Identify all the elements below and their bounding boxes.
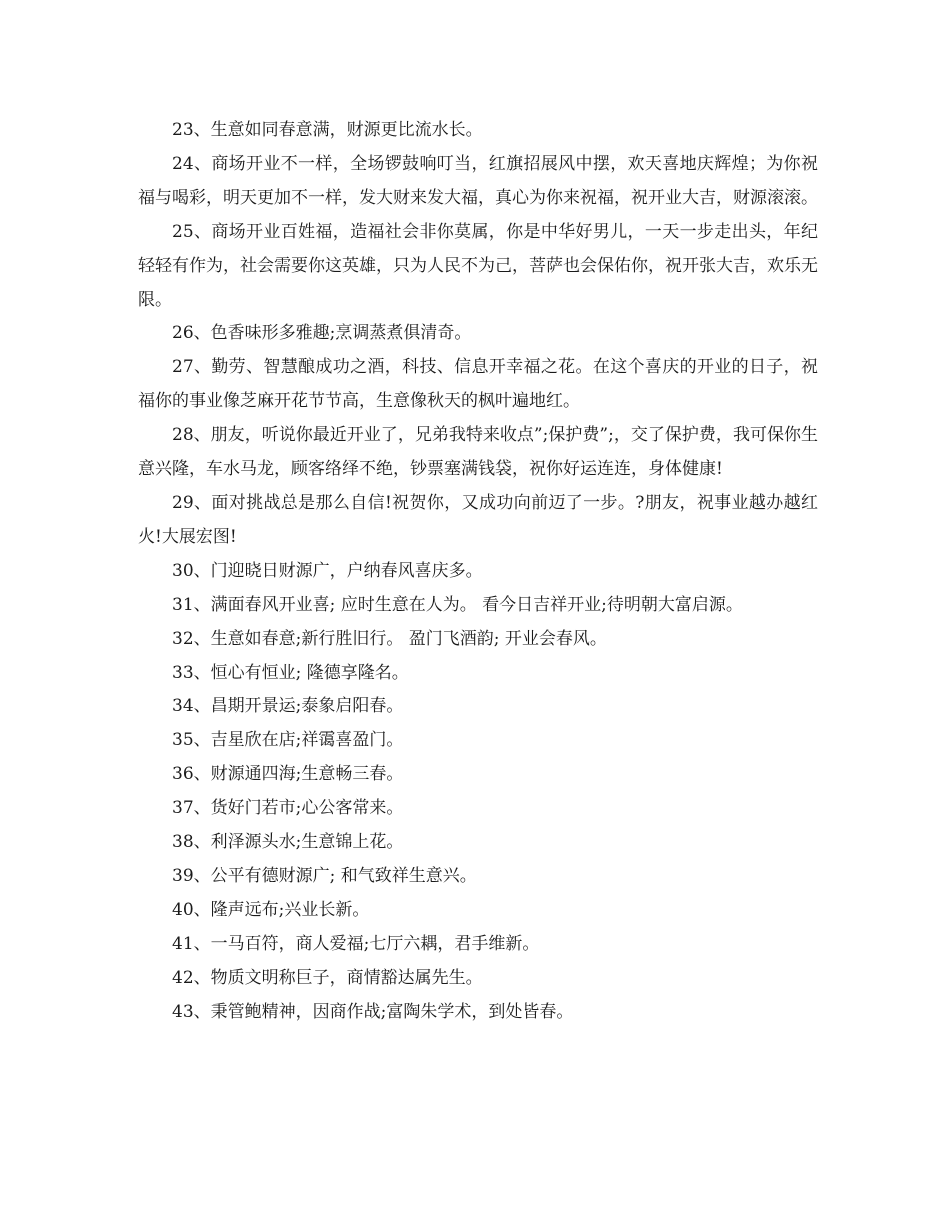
paragraph-35: 35、吉星欣在店;祥霭喜盈门。 [172, 730, 404, 751]
paragraph-40: 40、隆声远布;兴业长新。 [172, 899, 370, 920]
paragraph-36: 36、财源通四海;生意畅三春。 [172, 764, 404, 785]
paragraph-26: 26、色香味形多雅趣;烹调蒸煮俱清奇。 [172, 323, 472, 344]
paragraph-32: 32、生意如春意;新行胜旧行。 盈门飞酒韵; 开业会春风。 [172, 628, 607, 649]
paragraph-43: 43、秉管鲍精神，因商作战;富陶朱学术，到处皆春。 [172, 1001, 574, 1022]
paragraph-24: 24、商场开业不一样，全场锣鼓响叮当，红旗招展风中摆，欢天喜地庆辉煌；为你祝福与喝彩，明天更加不一样，发大财来发大福，真心为你来祝福，祝开业大吉，财源滚滚。 [138, 153, 818, 208]
paragraph-37: 37、货好门若市;心公客常来。 [172, 798, 404, 819]
paragraph-29: 29、面对挑战总是那么自信!祝贺你，又成功向前迈了一步。?朋友，祝事业越办越红火!大展宏图! [138, 492, 818, 547]
paragraph-41: 41、一马百符，商人爱福;七厅六耦，君手维新。 [172, 933, 540, 954]
paragraph-34: 34、昌期开景运;泰象启阳春。 [172, 696, 404, 717]
paragraph-38: 38、利泽源头水;生意锦上花。 [172, 832, 404, 853]
paragraph-25: 25、商场开业百姓福，造福社会非你莫属，你是中华好男儿，一天一步走出头，年纪轻轻有作为，社会需要你这英雄，只为人民不为己，菩萨也会保佑你，祝开张大吉，欢乐无限。 [138, 221, 818, 310]
document-body [138, 114, 818, 1029]
paragraph-30: 30、门迎晓日财源广，户纳春风喜庆多。 [172, 560, 483, 581]
paragraph-23: 23、生意如同春意满，财源更比流水长。 [172, 120, 483, 140]
paragraph-27: 27、勤劳、智慧酿成功之酒，科技、信息开幸福之花。在这个喜庆的开业的日子，祝福你的事业像芝麻开花节节高，生意像秋天的枫叶遍地红。 [138, 357, 818, 412]
paragraph-42: 42、物质文明称巨子，商情豁达属先生。 [172, 967, 483, 988]
paragraph-33: 33、恒心有恒业; 隆德享隆名。 [172, 662, 409, 683]
paragraph-39: 39、公平有德财源广; 和气致祥生意兴。 [172, 865, 477, 886]
paragraph-31: 31、满面春风开业喜; 应时生意在人为。 看今日吉祥开业;待明朝大富启源。 [172, 594, 743, 615]
paragraph-28: 28、朋友，听说你最近开业了，兄弟我特来收点”;保护费”;，交了保护费，我可保你生意兴隆，车水马龙，顾客络绎不绝，钞票塞满钱袋，祝你好运连连，身体健康! [138, 425, 818, 480]
